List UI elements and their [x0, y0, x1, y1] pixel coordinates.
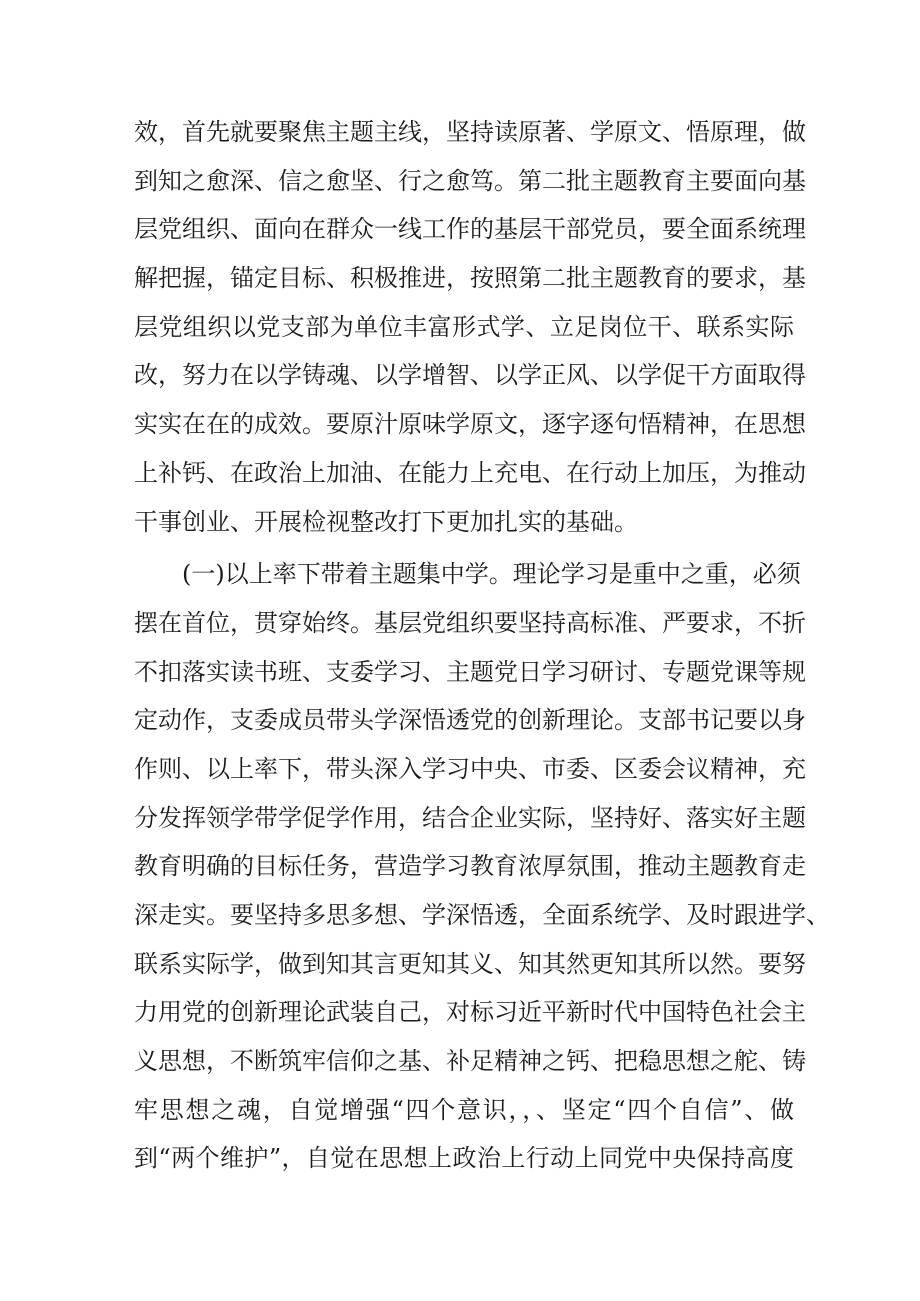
text-line: 效，首先就要聚焦主题主线，坚持读原著、学原文、悟原理，做: [134, 118, 806, 146]
section-heading-line: (一)以上率下带着主题集中学。理论学习是重中之重，必须: [182, 560, 801, 589]
paragraph-2: [134, 550, 830, 1183]
text-line: 不扣落实读书班、支委学习、主题党日学习研讨、专题党课等规: [134, 657, 806, 686]
text-line: 义思想，不断筑牢信仰之基、补足精神之钙、把稳思想之舵、铸: [134, 1047, 806, 1076]
text-line: 作则、以上率下，带头深入学习中央、市委、区委会议精神，充: [134, 754, 806, 783]
text-line: 改，努力在以学铸魂、以学增智、以学正风、以学促干方面取得: [134, 361, 806, 390]
body-text: [134, 108, 830, 1183]
text-line: 教育明确的目标任务，营造学习教育浓厚氛围，推动主题教育走: [134, 852, 806, 881]
text-line: 层党组织、面向在群众一线工作的基层干部党员，要全面系统理: [134, 215, 806, 244]
text-line: 解把握，锚定目标、积极推进，按照第二批主题教育的要求，基: [134, 264, 806, 293]
text-line: 联系实际学，做到知其言更知其义、知其然更知其所以然。要努: [134, 949, 806, 978]
text-line: 层党组织以党支部为单位丰富形式学、立足岗位干、联系实际: [134, 312, 794, 341]
text-line: 定动作，支委成员带头学深悟透党的创新理论。支部书记要以身: [134, 706, 806, 735]
paragraph-1: [134, 108, 806, 546]
text-line: 到知之愈深、信之愈坚、行之愈笃。第二批主题教育主要面向基: [134, 166, 806, 195]
text-line: 摆在首位，贯穿始终。基层党组织要坚持高标准、严要求，不折: [134, 608, 806, 637]
text-line: 力用党的创新理论武装自己，对标习近平新时代中国特色社会主: [134, 998, 806, 1027]
text-line: 干事创业、开展检视整改打下更加扎实的基础。: [134, 507, 638, 536]
text-line: 到“两个维护”，自觉在思想上政治上行动上同党中央保持高度: [134, 1144, 794, 1173]
text-line: 分发挥领学带学促学作用，结合企业实际，坚持好、落实好主题: [134, 803, 806, 832]
text-line: 深走实。要坚持多思多想、学深悟透，全面系统学、及时跟进学、: [134, 901, 830, 929]
text-line: 实实在在的成效。要原汁原味学原文，逐字逐句悟精神，在思想: [134, 410, 806, 439]
text-line: 牢思想之魂，自觉增强“四个意识，，、坚定“四个自信”、做: [134, 1095, 794, 1124]
text-line: 上补钙、在政治上加油、在能力上充电、在行动上加压，为推动: [134, 458, 806, 487]
